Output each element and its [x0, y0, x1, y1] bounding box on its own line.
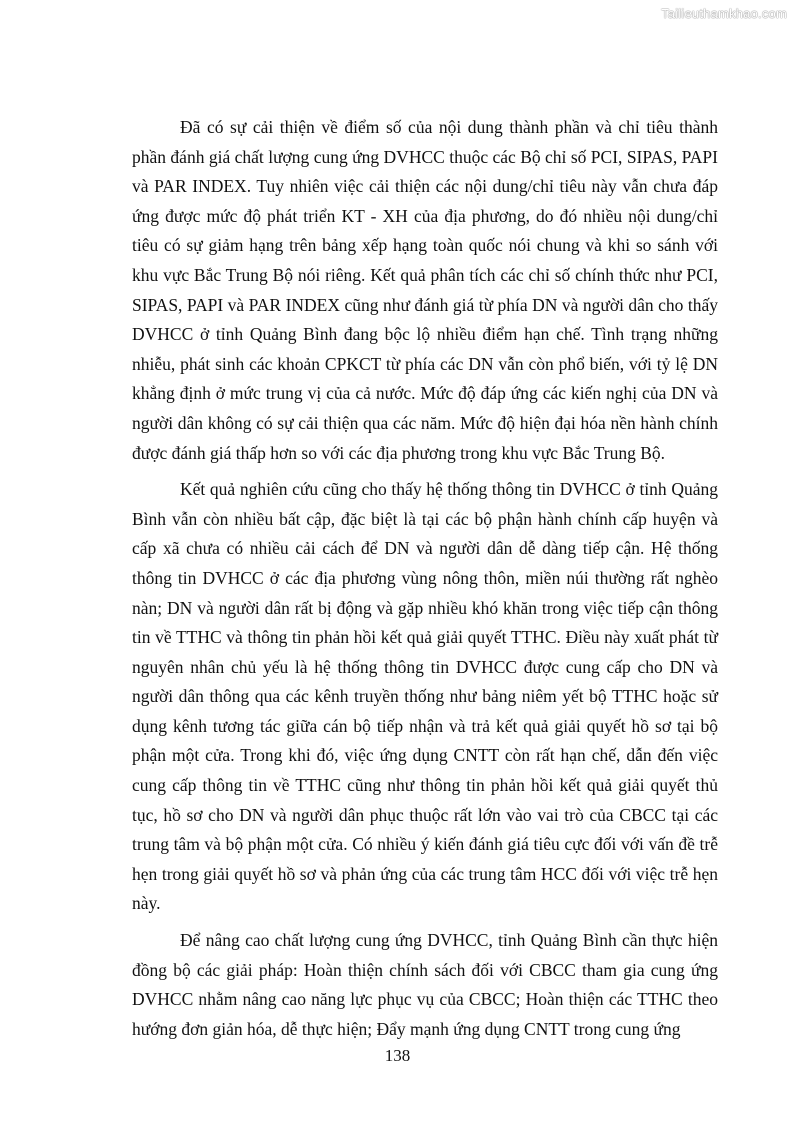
document-body [132, 113, 718, 1051]
paragraph-1: Đã có sự cải thiện về điểm số của nội dung thành phần và chỉ tiêu thành phần đánh giá chất lượng cung ứng DVHCC thuộc các Bộ chỉ số PCI, SIPAS, PAPI và PAR INDEX. Tuy nhiên việc cải thiện các nội dung/chỉ tiêu này vẫn chưa đáp ứng được mức độ phát triển KT - XH của địa phương, do đó nhiều nội dung/chỉ tiêu có sự giảm hạng trên bảng xếp hạng toàn quốc nói chung và khi so sánh với khu vực Bắc Trung Bộ nói riêng. Kết quả phân tích các chỉ số chính thức như PCI, SIPAS, PAPI và PAR INDEX cũng như đánh giá từ phía DN và người dân cho thấy DVHCC ở tỉnh Quảng Bình đang bộc lộ nhiều điểm hạn chế. Tình trạng những nhiễu, phát sinh các khoản CPKCT từ phía các DN vẫn còn phổ biến, với tỷ lệ DN khẳng định ở mức trung vị của cả nước. Mức độ đáp ứng các kiến nghị của DN và người dân không có sự cải thiện qua các năm. Mức độ hiện đại hóa nền hành chính được đánh giá thấp hơn so với các địa phương trong khu vực Bắc Trung Bộ. [132, 117, 718, 463]
paragraph-2: Kết quả nghiên cứu cũng cho thấy hệ thống thông tin DVHCC ở tỉnh Quảng Bình vẫn còn nhiều bất cập, đặc biệt là tại các bộ phận hành chính cấp huyện và cấp xã chưa có nhiều cải cách để DN và người dân dễ dàng tiếp cận. Hệ thống thông tin DVHCC ở các địa phương vùng nông thôn, miền núi thường rất nghèo nàn; DN và người dân rất bị động và gặp nhiều khó khăn trong việc tiếp cận thông tin về TTHC và thông tin phản hồi kết quả giải quyết TTHC. Điều này xuất phát từ nguyên nhân chủ yếu là hệ thống thông tin DVHCC được cung cấp cho DN và người dân thông qua các kênh truyền thống như bảng niêm yết bộ TTHC hoặc sử dụng kênh tương tác giữa cán bộ tiếp nhận và trả kết quả giải quyết hồ sơ tại bộ phận một cửa. Trong khi đó, việc ứng dụng CNTT còn rất hạn chế, dẫn đến việc cung cấp thông tin về TTHC cũng như thông tin phản hồi kết quả giải quyết thủ tục, hồ sơ cho DN và người dân phục thuộc rất lớn vào vai trò của CBCC tại các trung tâm và bộ phận một cửa. Có nhiều ý kiến đánh giá tiêu cực đối với vấn đề trễ hẹn trong giải quyết hồ sơ và phản ứng của các trung tâm HCC đối với việc trễ hẹn này. [132, 479, 718, 914]
page-number: 138 [384, 1046, 411, 1065]
watermark-text: Tailieuthamkhao.com [661, 6, 787, 21]
paragraph-3: Để nâng cao chất lượng cung ứng DVHCC, tỉnh Quảng Bình cần thực hiện đồng bộ các giải pháp: Hoàn thiện chính sách đối với CBCC tham gia cung ứng DVHCC nhằm nâng cao năng lực phục vụ của CBCC; Hoàn thiện các TTHC theo hướng đơn giản hóa, dễ thực hiện; Đẩy mạnh ứng dụng CNTT trong cung ứng [132, 930, 718, 1039]
